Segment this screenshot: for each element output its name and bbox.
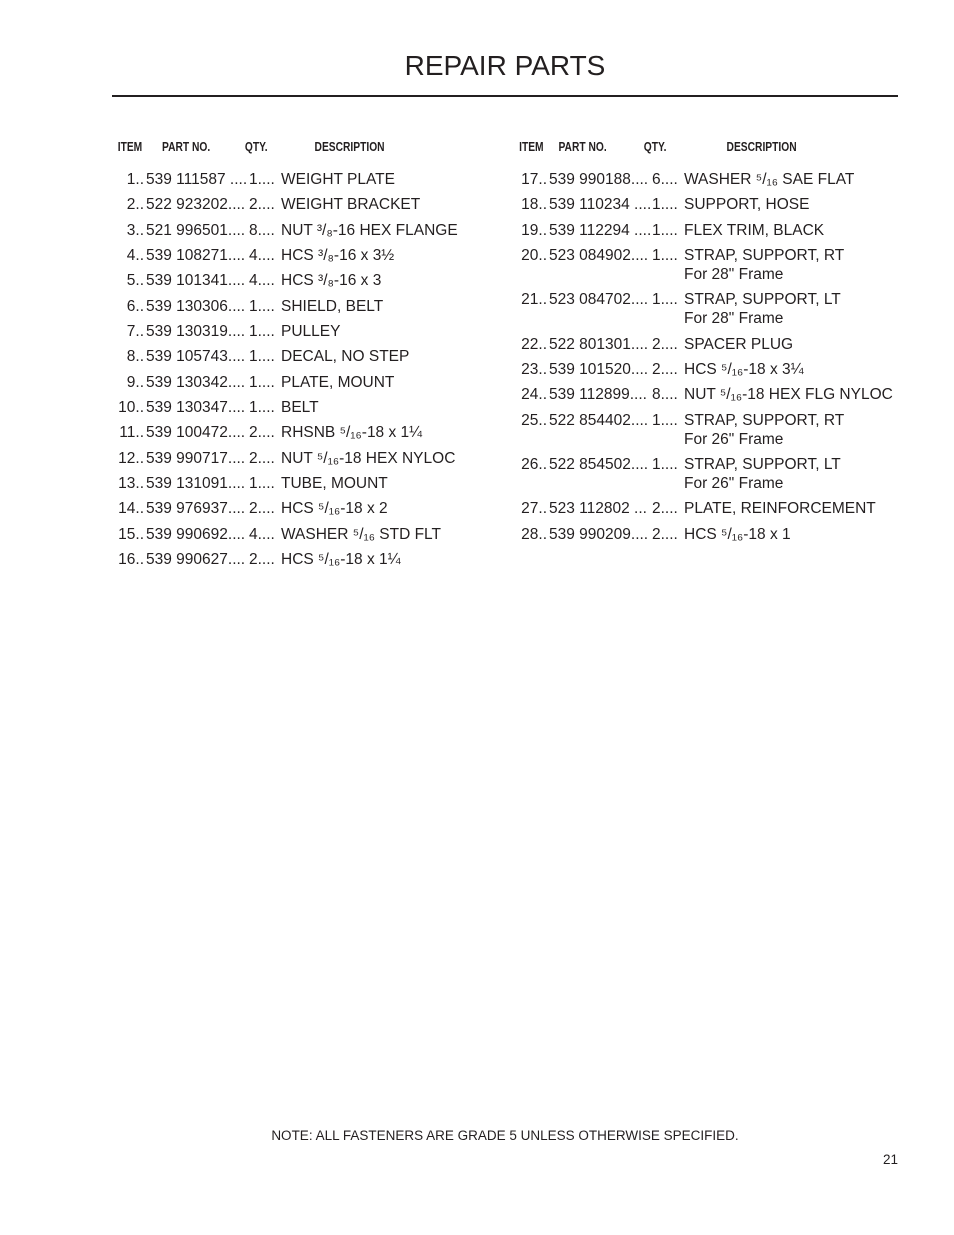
quantity: 1.... — [249, 171, 275, 188]
part-number: 539 112294 — [549, 221, 630, 239]
description: PLATE, REINFORCEMENT — [684, 500, 876, 518]
leader-dots: .... — [227, 323, 246, 341]
part-number: 539 130306 — [146, 297, 228, 315]
part-row — [515, 411, 905, 449]
item-number: 7.. — [126, 323, 144, 341]
part-number: 539 111587 — [146, 171, 226, 188]
leader-dots: .... — [630, 335, 649, 353]
part-number: 522 854402 — [549, 411, 631, 429]
part-number: 523 084702 — [549, 291, 631, 309]
quantity: 1.... — [249, 399, 275, 417]
header-qty: QTY. — [643, 140, 667, 154]
header-description: DESCRIPTION — [314, 140, 385, 154]
quantity: 2.... — [249, 551, 275, 569]
description: HCS ⁵/₁₆-18 x 1¼ — [281, 551, 401, 569]
description: STRAP, SUPPORT, RT — [684, 247, 845, 265]
quantity: 4.... — [249, 272, 275, 290]
part-row — [112, 499, 502, 518]
part-number: 539 990627 — [146, 551, 228, 569]
part-number: 523 084902 — [549, 247, 631, 265]
part-number: 521 996501 — [146, 221, 228, 239]
description: WEIGHT BRACKET — [281, 196, 421, 214]
part-row — [112, 221, 502, 240]
item-number: 3.. — [126, 221, 144, 239]
part-number: 539 130347 — [146, 399, 228, 417]
quantity: 1.... — [652, 411, 678, 429]
description-note: For 28" Frame — [684, 266, 784, 284]
description: FLEX TRIM, BLACK — [684, 221, 825, 239]
part-number: 539 990209 — [549, 525, 631, 543]
item-number: 25.. — [521, 411, 547, 429]
part-number: 539 130319 — [146, 323, 228, 341]
description: SPACER PLUG — [684, 335, 794, 353]
description: HCS ⁵/₁₆-18 x 2 — [281, 500, 388, 518]
leader-dots: .... — [227, 348, 246, 366]
part-row — [515, 499, 905, 518]
leader-dots: .... — [227, 551, 246, 569]
part-row — [112, 170, 502, 189]
item-number: 19.. — [521, 221, 547, 239]
leader-dots: .... — [225, 171, 248, 188]
header-part-no: PART NO. — [558, 140, 607, 154]
quantity: 1.... — [652, 221, 678, 239]
item-number: 10.. — [118, 399, 144, 417]
item-number: 24.. — [521, 386, 547, 404]
leader-dots: ... — [629, 500, 647, 518]
leader-dots: .... — [227, 221, 246, 239]
leader-dots: .... — [227, 247, 246, 265]
leader-dots: .... — [227, 297, 246, 315]
item-number: 20.. — [521, 247, 547, 265]
title-divider — [112, 95, 898, 97]
part-row — [112, 398, 502, 417]
fastener-note: NOTE: ALL FASTENERS ARE GRADE 5 UNLESS OTHERWISE SPECIFIED. — [271, 1128, 739, 1143]
item-number: 17.. — [521, 171, 547, 188]
item-number: 16.. — [118, 551, 144, 569]
quantity: 1.... — [249, 348, 275, 366]
part-number: 539 990717 — [146, 449, 228, 467]
item-number: 1.. — [126, 171, 144, 188]
item-number: 22.. — [521, 335, 547, 353]
description: PLATE, MOUNT — [281, 373, 395, 391]
part-row — [515, 360, 905, 379]
leader-dots: .... — [227, 500, 246, 518]
part-row — [515, 290, 905, 328]
leader-dots: .... — [629, 386, 647, 404]
item-number: 13.. — [118, 475, 144, 493]
page-title: REPAIR PARTS — [404, 50, 606, 81]
leader-dots: .... — [630, 525, 649, 543]
quantity: 2.... — [652, 500, 678, 518]
part-row — [112, 347, 502, 366]
item-number: 28.. — [521, 525, 547, 543]
parts-list-left — [112, 170, 502, 569]
parts-column-left — [112, 140, 502, 576]
description: PULLEY — [281, 323, 341, 341]
quantity: 4.... — [249, 247, 275, 265]
part-row — [112, 322, 502, 341]
description: WASHER ⁵/₁₆ STD FLT — [281, 525, 441, 543]
part-number: 539 101520 — [549, 361, 631, 379]
part-number: 522 854502 — [549, 456, 631, 474]
page-number: 21 — [882, 1152, 898, 1167]
leader-dots: .... — [227, 272, 246, 290]
description: HCS ⁵/₁₆-18 x 1 — [684, 525, 791, 543]
description: NUT ⁵/₁₆-18 HEX NYLOC — [281, 449, 456, 467]
quantity: 8.... — [652, 386, 678, 404]
description: TUBE, MOUNT — [281, 475, 388, 493]
part-number: 539 105743 — [146, 348, 228, 366]
item-number: 27.. — [521, 500, 547, 518]
leader-dots: .... — [629, 196, 652, 214]
leader-dots: .... — [227, 399, 246, 417]
item-number: 11.. — [119, 424, 144, 442]
quantity: 2.... — [249, 196, 275, 214]
part-row — [515, 170, 905, 189]
quantity: 1.... — [249, 297, 275, 315]
part-number: 539 130342 — [146, 373, 228, 391]
part-row — [112, 195, 502, 214]
part-number: 523 112802 — [549, 500, 630, 518]
item-number: 6.. — [126, 297, 144, 315]
header-part-no: PART NO. — [162, 140, 211, 154]
header-qty: QTY. — [244, 140, 268, 154]
description: HCS ⁵/₁₆-18 x 3¼ — [684, 361, 804, 379]
description: STRAP, SUPPORT, LT — [684, 291, 841, 309]
item-number: 21.. — [521, 291, 547, 309]
description-note: For 26" Frame — [684, 430, 784, 448]
quantity: 1.... — [652, 247, 678, 265]
column-headers — [112, 140, 502, 160]
parts-column-right — [515, 140, 905, 550]
header-item: ITEM — [117, 140, 143, 154]
quantity: 1.... — [249, 373, 275, 391]
quantity: 2.... — [249, 449, 275, 467]
part-row — [112, 271, 502, 290]
description: STRAP, SUPPORT, LT — [684, 456, 841, 474]
description: SUPPORT, HOSE — [684, 196, 810, 214]
part-row — [515, 385, 905, 404]
description: HCS ³/₈-16 x 3 — [281, 272, 382, 290]
quantity: 2.... — [249, 500, 275, 518]
part-row — [515, 221, 905, 240]
item-number: 12.. — [118, 449, 144, 467]
leader-dots: .... — [630, 171, 649, 188]
part-number: 539 112899 — [549, 386, 630, 404]
leader-dots: .... — [227, 196, 246, 214]
leader-dots: .... — [629, 221, 652, 239]
part-row — [515, 335, 905, 354]
item-number: 18.. — [521, 196, 547, 214]
part-row — [515, 525, 905, 544]
item-number: 26.. — [521, 456, 547, 474]
part-row — [112, 246, 502, 265]
description-note: For 26" Frame — [684, 475, 784, 493]
leader-dots: .... — [227, 373, 246, 391]
quantity: 2.... — [249, 424, 275, 442]
part-number: 539 108271 — [146, 247, 228, 265]
column-headers — [515, 140, 905, 160]
quantity: 6.... — [652, 171, 678, 188]
leader-dots: .... — [227, 424, 246, 442]
description: SHIELD, BELT — [281, 297, 384, 315]
leader-dots: .... — [630, 411, 649, 429]
part-row — [515, 246, 905, 284]
header-item: ITEM — [519, 140, 544, 154]
leader-dots: .... — [630, 247, 649, 265]
part-number: 522 923202 — [146, 196, 228, 214]
part-number: 539 101341 — [146, 272, 228, 290]
item-number: 5.. — [126, 272, 144, 290]
description: DECAL, NO STEP — [281, 348, 410, 366]
quantity: 4.... — [249, 525, 275, 543]
part-row — [112, 474, 502, 493]
description: NUT ⁵/₁₆-18 HEX FLG NYLOC — [684, 386, 893, 404]
description: HCS ³/₈-16 x 3½ — [281, 247, 395, 265]
leader-dots: .... — [630, 291, 649, 309]
item-number: 9.. — [126, 373, 144, 391]
description: BELT — [281, 399, 319, 417]
quantity: 2.... — [652, 525, 678, 543]
part-number: 539 976937 — [146, 500, 228, 518]
part-number: 539 990692 — [146, 525, 228, 543]
description: WASHER ⁵/₁₆ SAE FLAT — [684, 171, 855, 188]
part-row — [112, 373, 502, 392]
quantity: 1.... — [249, 475, 275, 493]
quantity: 1.... — [652, 291, 678, 309]
part-row — [112, 550, 502, 569]
part-row — [112, 525, 502, 544]
item-number: 4.. — [126, 247, 144, 265]
quantity: 8.... — [249, 221, 275, 239]
item-number: 8.. — [126, 348, 144, 366]
description: WEIGHT PLATE — [281, 171, 395, 188]
leader-dots: .... — [227, 525, 246, 543]
quantity: 2.... — [652, 361, 678, 379]
description: STRAP, SUPPORT, RT — [684, 411, 845, 429]
part-row — [112, 449, 502, 468]
part-number: 539 110234 — [549, 196, 630, 214]
description-note: For 28" Frame — [684, 310, 784, 328]
description: RHSNB ⁵/₁₆-18 x 1¼ — [281, 424, 423, 442]
leader-dots: .... — [630, 361, 649, 379]
part-number: 522 801301 — [549, 335, 631, 353]
part-number: 539 131091 — [146, 475, 228, 493]
item-number: 2.. — [126, 196, 144, 214]
item-number: 15.. — [118, 525, 144, 543]
header-description: DESCRIPTION — [726, 140, 797, 154]
part-number: 539 990188 — [549, 171, 631, 188]
leader-dots: .... — [227, 475, 246, 493]
quantity: 1.... — [249, 323, 275, 341]
quantity: 1.... — [652, 456, 678, 474]
part-row — [515, 195, 905, 214]
leader-dots: .... — [630, 456, 649, 474]
part-row — [515, 455, 905, 493]
part-number: 539 100472 — [146, 424, 228, 442]
leader-dots: .... — [227, 449, 246, 467]
parts-list-right — [515, 170, 905, 544]
quantity: 2.... — [652, 335, 678, 353]
quantity: 1.... — [652, 196, 678, 214]
item-number: 14.. — [118, 500, 144, 518]
item-number: 23.. — [521, 361, 547, 379]
part-row — [112, 297, 502, 316]
part-row — [112, 423, 502, 442]
description: NUT ³/₈-16 HEX FLANGE — [281, 221, 458, 239]
